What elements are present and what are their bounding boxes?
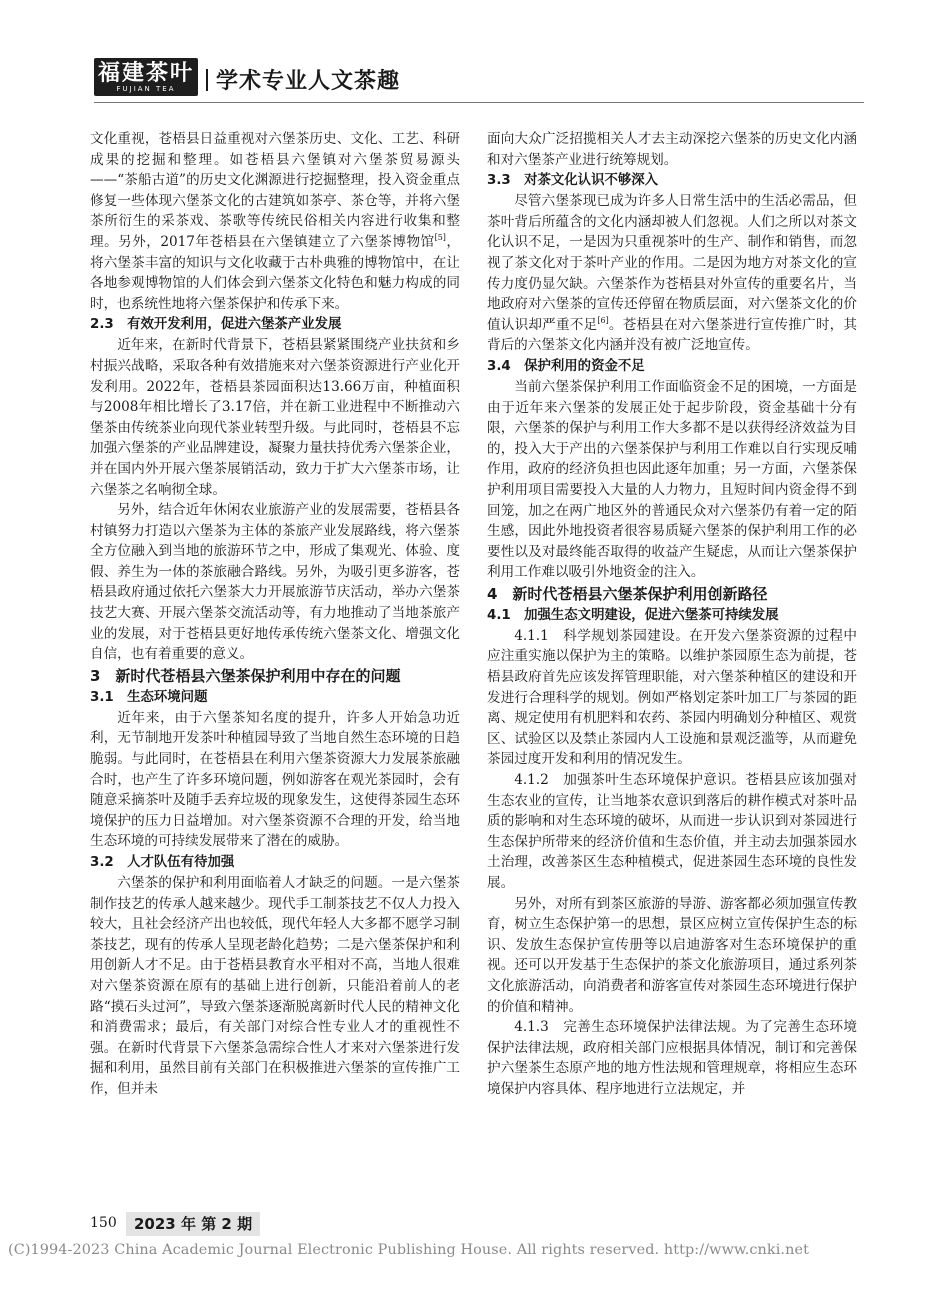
paragraph: 六堡茶的保护和利用面临着人才缺乏的问题。一是六堡茶制作技艺的传承人越来越少。现代手工制茶技艺不仅人力投入较大，且社会经济产出也较低，现代年轻人大多都不愿学习制茶技艺，现有的传承人呈现老龄化趋势；二是六堡茶保护和利用创新人才不足。由于苍梧县教育水平相对不高，当地人很难对六堡茶资源在原有的基础上进行创新，只能沿着前人的老路“摸石头过河”，导致六堡茶逐渐脱离新时代人民的精神文化和消费需求；最后，有关部门对综合性专业人才的重视性不强。在新时代背景下六堡茶急需综合性人才来对六堡茶进行发掘和利用，虽然目前有关部门在积极推进六堡茶的宣传推广工作，但并未 xyxy=(90,875,460,1097)
citation-ref: [5] xyxy=(434,232,446,242)
left-column xyxy=(90,129,460,1100)
section-heading-3-2: 3.2 人才队伍有待加强 xyxy=(90,855,235,870)
paragraph: 尽管六堡茶现已成为许多人日常生活中的生活必需品，但茶叶背后所蕴含的文化内涵却被人们忽视。人们之所以对茶文化认识不足，一是因为只重视茶叶的生产、制作和销售，而忽视了茶文化对于茶叶产业的作用。二是因为地方对茶文化的宣传力度仍显欠缺。六堡茶作为苍梧县对外宣传的重要名片，当地政府对六堡茶的宣传还停留在物质层面，对六堡茶文化的价值认识却严重不足[6]。苍梧县在对六堡茶进行宣传推广时，其背后的六堡茶文化内涵并没有被广泛地宣传。 xyxy=(487,193,858,354)
paragraph: 面向大众广泛招揽相关人才去主动深挖六堡茶的历史文化内涵和对六堡茶产业进行统筹规划。 xyxy=(487,131,857,168)
section-heading-3-3: 3.3 对茶文化认识不够深入 xyxy=(487,173,659,189)
slogan-divider xyxy=(206,69,208,91)
journal-slogan xyxy=(206,64,400,95)
citation-ref: [6] xyxy=(597,315,609,325)
paragraph: 文化重视，苍梧县日益重视对六堡茶历史、文化、工艺、科研成果的挖掘和整理。如苍梧县六堡镇对六堡茶贸易源头——“茶船古道”的历史文化渊源进行挖掘整理，投入资金重点修复一些体现六堡茶文化的古建筑如茶亭、茶仓等，并将六堡茶所衍生的采茶戏、茶歌等传统民俗相关内容进行收集和整理。另外，2017年苍梧县在六堡镇建立了六堡茶博物馆[5]，将六堡茶丰富的知识与文化收藏于古朴典雅的博物馆中，在让各地参观博物馆的人们体会到六堡茶文化特色和魅力构成的同时，也系统性地将六堡茶保护和传承下来。 xyxy=(90,131,461,312)
paragraph: 近年来，由于六堡茶知名度的提升，许多人开始急功近利，无节制地开发茶叶种植园导致了当地自然生态环境的日趋脆弱。与此同时，在苍梧县在利用六堡茶资源大力发展茶旅融合时，也产生了许多环境问题，例如游客在观光茶园时，会有随意采摘茶叶及随手丢弃垃圾的现象发生，这使得茶园生态环境保护的压力日益增加。对六堡茶资源不合理的开发，给当地生态环境的可持续发展带来了潜在的威胁。 xyxy=(90,709,460,850)
paragraph: 近年来，在新时代背景下，苍梧县紧紧围绕产业扶贫和乡村振兴战略，采取各种有效措施来对六堡茶资源进行产业化开发利用。2022年，苍梧县茶园面积达13.66万亩，种植面积与2008年相比增长了3.17倍，并在新工业进程中不断推动六堡茶由传统茶业向现代茶业转型升级。与此同时，苍梧县不忘加强六堡茶的产业品牌建设，凝聚力量扶持优秀六堡茶企业，并在国内外开展六堡茶展销活动，致力于扩大六堡茶市场，让六堡茶之名响彻全球。 xyxy=(90,337,460,498)
section-heading-4: 4 新时代苍梧县六堡茶保护利用创新路径 xyxy=(487,584,768,603)
page-footer xyxy=(90,1212,470,1238)
issue-label: 2023 年 第 2 期 xyxy=(126,1212,260,1236)
section-heading-2-3: 2.3 有效开发利用，促进六堡茶产业发展 xyxy=(90,317,342,333)
paragraph: 当前六堡茶保护利用工作面临资金不足的困境，一方面是由于近年来六堡茶的发展正处于起步阶段，资金基础十分有限，六堡茶的保护与利用工作大多都不是以获得经济效益为目的，投入大于产出的六堡茶保护与利用工作难以自行实现反哺作用，政府的经济负担也因此逐年加重；另一方面，六堡茶保护利用项目需要投入大量的人力物力，且短时间内资金得不到回笼，加之在两广地区外的普通民众对六堡茶仍有着一定的陌生感，因此外地投资者很容易质疑六堡茶的保护利用工作的必要性以及对最终能否取得的收益产生疑虑，从而让六堡茶保护利用工作难以吸引外地资金的注入。 xyxy=(487,378,857,581)
section-heading-3: 3 新时代苍梧县六堡茶保护利用中存在的问题 xyxy=(90,666,401,685)
journal-logo xyxy=(94,58,198,96)
logo-chinese-text: 福建茶叶 xyxy=(97,59,194,86)
paragraph: 另外，结合近年休闲农业旅游产业的发展需要，苍梧县各村镇努力打造以六堡茶为主体的茶旅产业发展路线，将六堡茶全方位融入到当地的旅游环节之中，形成了集观光、体验、度假、养生为一体的茶旅融合路线。另外，为吸引更多游客，苍梧县政府通过依托六堡茶大力开展旅游节庆活动，举办六堡茶技艺大赛、开展六堡茶交流活动等，有力地推动了当地茶旅产业的发展，对于苍梧县更好地传承传统六堡茶文化、增强文化自信，也有着重要的意义。 xyxy=(90,502,460,663)
section-heading-3-1: 3.1 生态环境问题 xyxy=(90,689,208,705)
paragraph: 4.1.1 科学规划茶园建设。在开发六堡茶资源的过程中应注重实施以保护为主的策略。以维护茶园原生态为前提，苍梧县政府首先应该发挥管理职能，对六堡茶种植区的建设和开发进行合理科学的规划。例如严格划定茶叶加工厂与茶园的距离、规定使用有机肥料和农药、茶园内明确划分种植区、观赏区、试验区以及禁止茶园内人工设施和景观泛滥等，从而避免茶园过度开发和利用的情况发生。 xyxy=(487,627,857,768)
logo-english-text: FUJIAN TEA xyxy=(116,84,176,93)
header-divider xyxy=(94,102,864,103)
section-heading-4-1: 4.1 加强生态文明建设，促进六堡茶可持续发展 xyxy=(487,607,779,623)
journal-header xyxy=(94,58,864,102)
right-column xyxy=(487,129,857,1100)
copyright-notice: (C)1994-2023 China Academic Journal Electronic Publishing House. All rights reserved. http://www.cnki.net xyxy=(8,1242,809,1258)
paragraph: 另外，对所有到茶区旅游的导游、游客都必须加强宣传教育，树立生态保护第一的思想，景区应树立宣传保护生态的标识、发放生态保护宣传册等以启迪游客对生态环境保护的重视。还可以开发基于生态保护的茶文化旅游项目，通过系列茶文化旅游活动，向消费者和游客宣传对茶园生态环境进行保护的价值和精神。 xyxy=(487,895,857,1015)
paragraph: 4.1.2 加强茶叶生态环境保护意识。苍梧县应该加强对生态农业的宣传，让当地茶农意识到落后的耕作模式对茶叶品质的影响和对生态环境的破坏，从而进一步认识到对茶园进行生态保护所带来的经济价值和生态价值，并主动去加强茶园水土治理，改善茶区生态种植模式，促进茶园生态环境的良性发展。 xyxy=(487,772,857,891)
page-number: 150 xyxy=(90,1215,117,1231)
paragraph: 4.1.3 完善生态环境保护法律法规。为了完善生态环境保护法律法规，政府相关部门应根据具体情况，制订和完善保护六堡茶生态原产地的地方性法规和管理规章，将相应生态环境保护内容具体、程序地进行立法规定，并 xyxy=(487,1019,857,1097)
section-heading-3-4: 3.4 保护利用的资金不足 xyxy=(487,358,645,374)
slogan-text: 学术专业人文茶趣 xyxy=(216,69,401,94)
